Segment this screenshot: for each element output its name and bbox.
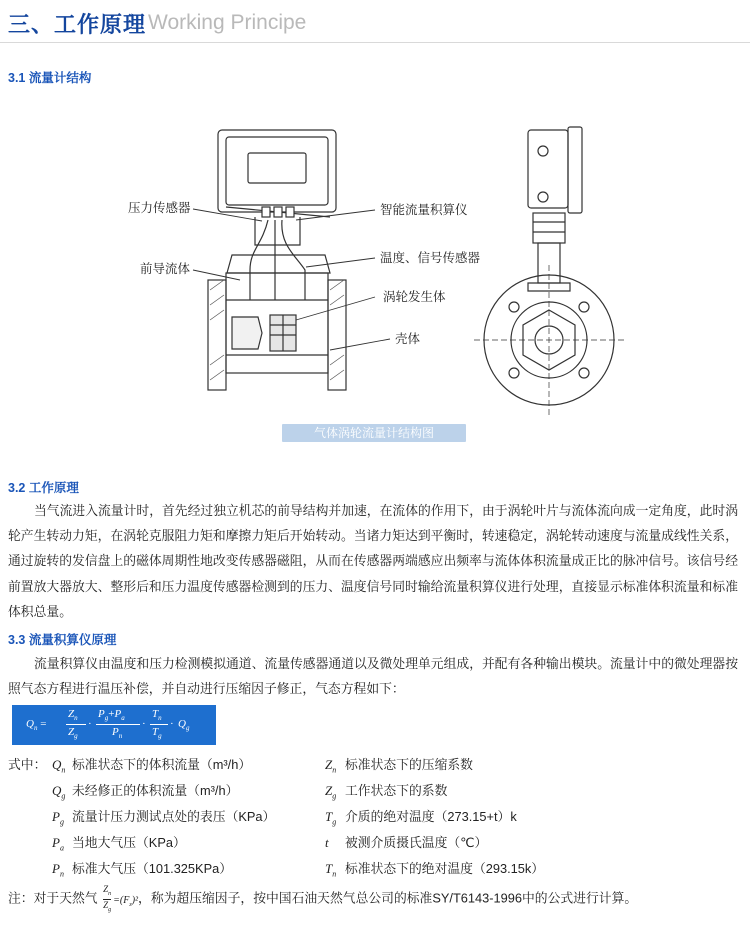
definition-row: $P_g$ 流量计压力测试点处的表压（KPa） [52, 809, 276, 827]
front-view-drawing [208, 130, 346, 390]
lcd-window [248, 153, 306, 183]
natural-gas-note: 注：对于天然气 $\frac{Z_n}{Z_g}$ $=(F_z)^2$，称为超压缩因子，按中国石油天然气总公司的标准SY/T6143-1996中的公式进行计算。 [8, 884, 638, 913]
left-flange [208, 280, 226, 390]
label-integrator: 智能流量积算仪 [380, 203, 468, 217]
flowmeter-structure-diagram [0, 95, 750, 455]
definition-row: $Z_n$ 标准状态下的压缩系数 [325, 757, 473, 775]
definition-row: $P_a$ 当地大气压（KPa） [52, 835, 186, 853]
symbol-definitions [0, 754, 750, 884]
section-title: 三、工作原理 [8, 12, 147, 37]
definition-row: $Q_g$ 未经修正的体积流量（m³/h） [52, 783, 239, 801]
label-shell: 壳体 [395, 332, 421, 346]
heading-3-2: 3.2 工作原理 [8, 481, 79, 495]
paragraph-working-principle [8, 498, 738, 624]
right-flange [328, 280, 346, 390]
paragraph-text: 流量积算仪由温度和压力检测模拟通道、流量传感器通道以及微处理单元组成，并配有各种输出模块。流量计中的微处理器按照气态方程进行温压补偿，并自动进行压缩因子修正，气态方程如下： [8, 656, 738, 697]
side-view-drawing [474, 127, 624, 415]
label-turbine-generator: 涡轮发生体 [383, 290, 446, 304]
label-front-guide: 前导流体 [140, 262, 191, 276]
label-temp-signal-sensor: 温度、信号传感器 [380, 251, 481, 265]
definition-row: t 被测介质摄氏温度（℃） [325, 835, 488, 850]
paragraph-text: 当气流进入流量计时，首先经过独立机芯的前导结构并加速，在流体的作用下，由于涡轮叶片与流体流向成一定角度，此时涡轮产生转动力矩，在涡轮克服阻力矩和摩擦力矩后开始转动。当诸力矩达到平衡时，转速稳定，涡轮转动速度与流量成线性关系，通过旋转的发信盘上的磁体周期性地改变传感器磁阻，从而在传感器两端感应出频率与流体体积流量成正比的脉冲信号。该信号经前置放大器放大、整形后和压力温度传感器检测到的压力、温度信号同时输给流量积算仪进行处理，直接显示标准体积流量和标准体积总量。 [8, 503, 738, 619]
section-title-english: Working Principe [148, 11, 307, 34]
header-divider [0, 42, 750, 43]
paragraph-integrator-principle [8, 651, 738, 701]
integrator-head [218, 130, 336, 212]
zn-over-zg-fraction: $\frac{Z_n}{Z_g}$ [103, 884, 112, 913]
definition-row: $Q_n$ 标准状态下的体积流量（m³/h） [52, 757, 252, 775]
diagram-svg [0, 95, 750, 425]
definition-row: $Z_g$ 工作状态下的系数 [325, 783, 448, 801]
definition-row: $P_n$ 标准大气压（101.325KPa） [52, 861, 233, 879]
heading-3-1: 3.1 流量计结构 [8, 71, 92, 85]
definition-row: $T_g$ 介质的绝对温度（273.15+t）k [325, 809, 517, 827]
gas-equation-formula: $Q_n$ = $Z_n$ $Z_g$ · $P_g+P_a$ $P_n$ · $T_n$ $T_g$ · $Q_g$ [12, 705, 216, 745]
definitions-prefix: 式中： [8, 757, 47, 772]
diagram-caption: 气体涡轮流量计结构图 [282, 424, 466, 442]
page-header [0, 0, 750, 46]
definition-row: $T_n$ 标准状态下的绝对温度（293.15k） [325, 861, 545, 879]
front-guide-body [232, 317, 262, 349]
heading-3-3: 3.3 流量积算仪原理 [8, 633, 117, 647]
label-pressure-sensor: 压力传感器 [128, 201, 191, 215]
